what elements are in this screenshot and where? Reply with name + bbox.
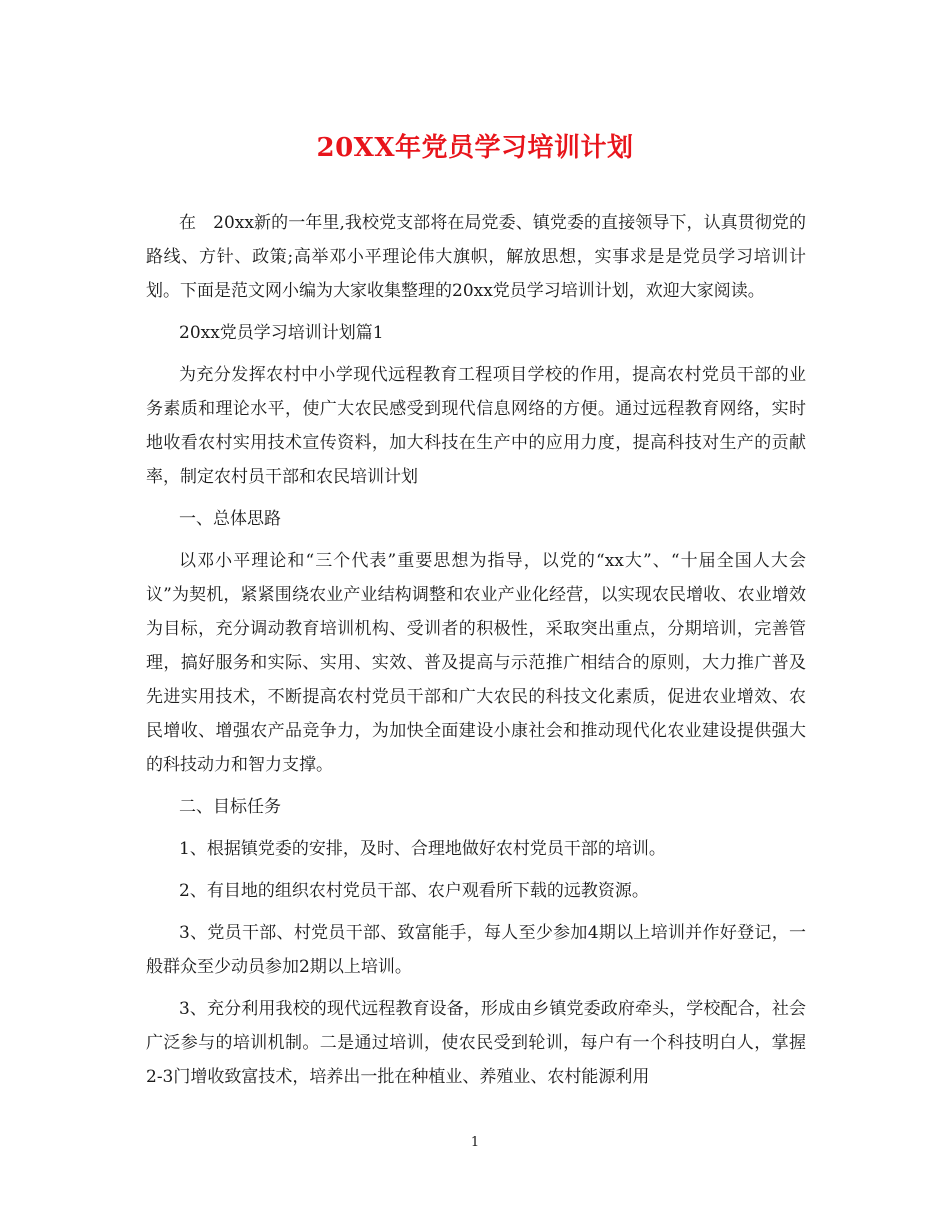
paragraph-overall-approach: 以邓小平理论和“三个代表”重要思想为指导，以党的“xx大”、“十届全国人大会议”为契机，紧紧围绕农业产业结构调整和农业产业化经营，以实现农民增收、农业增效为目标，充分调动教育培训机构、受训者的积极性，采取突出重点，分期培训，完善管理，搞好服务和实际、实用、实效、普及提高与示范推广相结合的原则，大力推广普及先进实用技术，不断提高农村党员干部和广大农民的科技文化素质，促进农业增效、农民增收、增强农产品竞争力，为加快全面建设小康社会和推动现代化农业建设提供强大的科技动力和智力支撑。	[146, 551, 806, 775]
list-item-goal-3b: 3、充分利用我校的现代远程教育设备，形成由乡镇党委政府牵头，学校配合，社会广泛参与的培训机制。二是通过培训，使农民受到轮训，每户有一个科技明白人，掌握2-3门增收致富技术，培养出一批在种植业、养殖业、农村能源利用	[146, 999, 806, 1087]
list-item-goal-3: 3、党员干部、村党员干部、致富能手，每人至少参加4期以上培训并作好登记，一般群众至少动员参加2期以上培训。	[146, 923, 806, 977]
paragraph-intro: 在 20xx新的一年里,我校党支部将在局党委、镇党委的直接领导下，认真贯彻党的路线、方针、政策;高举邓小平理论伟大旗帜，解放思想，实事求是是党员学习培训计划。下面是范文网小编为大家收集整理的20xx党员学习培训计划，欢迎大家阅读。	[146, 213, 806, 301]
section-heading-plan-1: 20xx党员学习培训计划篇1	[179, 323, 384, 343]
document-body	[146, 206, 806, 1094]
page-number: 1	[470, 1135, 480, 1150]
section-heading-overall-approach: 一、总体思路	[179, 509, 281, 529]
paragraph-plan-purpose: 为充分发挥农村中小学现代远程教育工程项目学校的作用，提高农村党员干部的业务素质和理论水平，使广大农民感受到现代信息网络的方便。通过远程教育网络，实时地收看农村实用技术宣传资料，加大科技在生产中的应用力度，提高科技对生产的贡献率，制定农村员干部和农民培训计划	[146, 365, 806, 487]
list-item-goal-1: 1、根据镇党委的安排，及时、合理地做好农村党员干部的培训。	[179, 839, 666, 859]
list-item-goal-2: 2、有目地的组织农村党员干部、农户观看所下载的远教资源。	[179, 881, 649, 901]
section-heading-goals: 二、目标任务	[179, 797, 281, 817]
document-title: 20XX年党员学习培训计划	[316, 133, 634, 163]
